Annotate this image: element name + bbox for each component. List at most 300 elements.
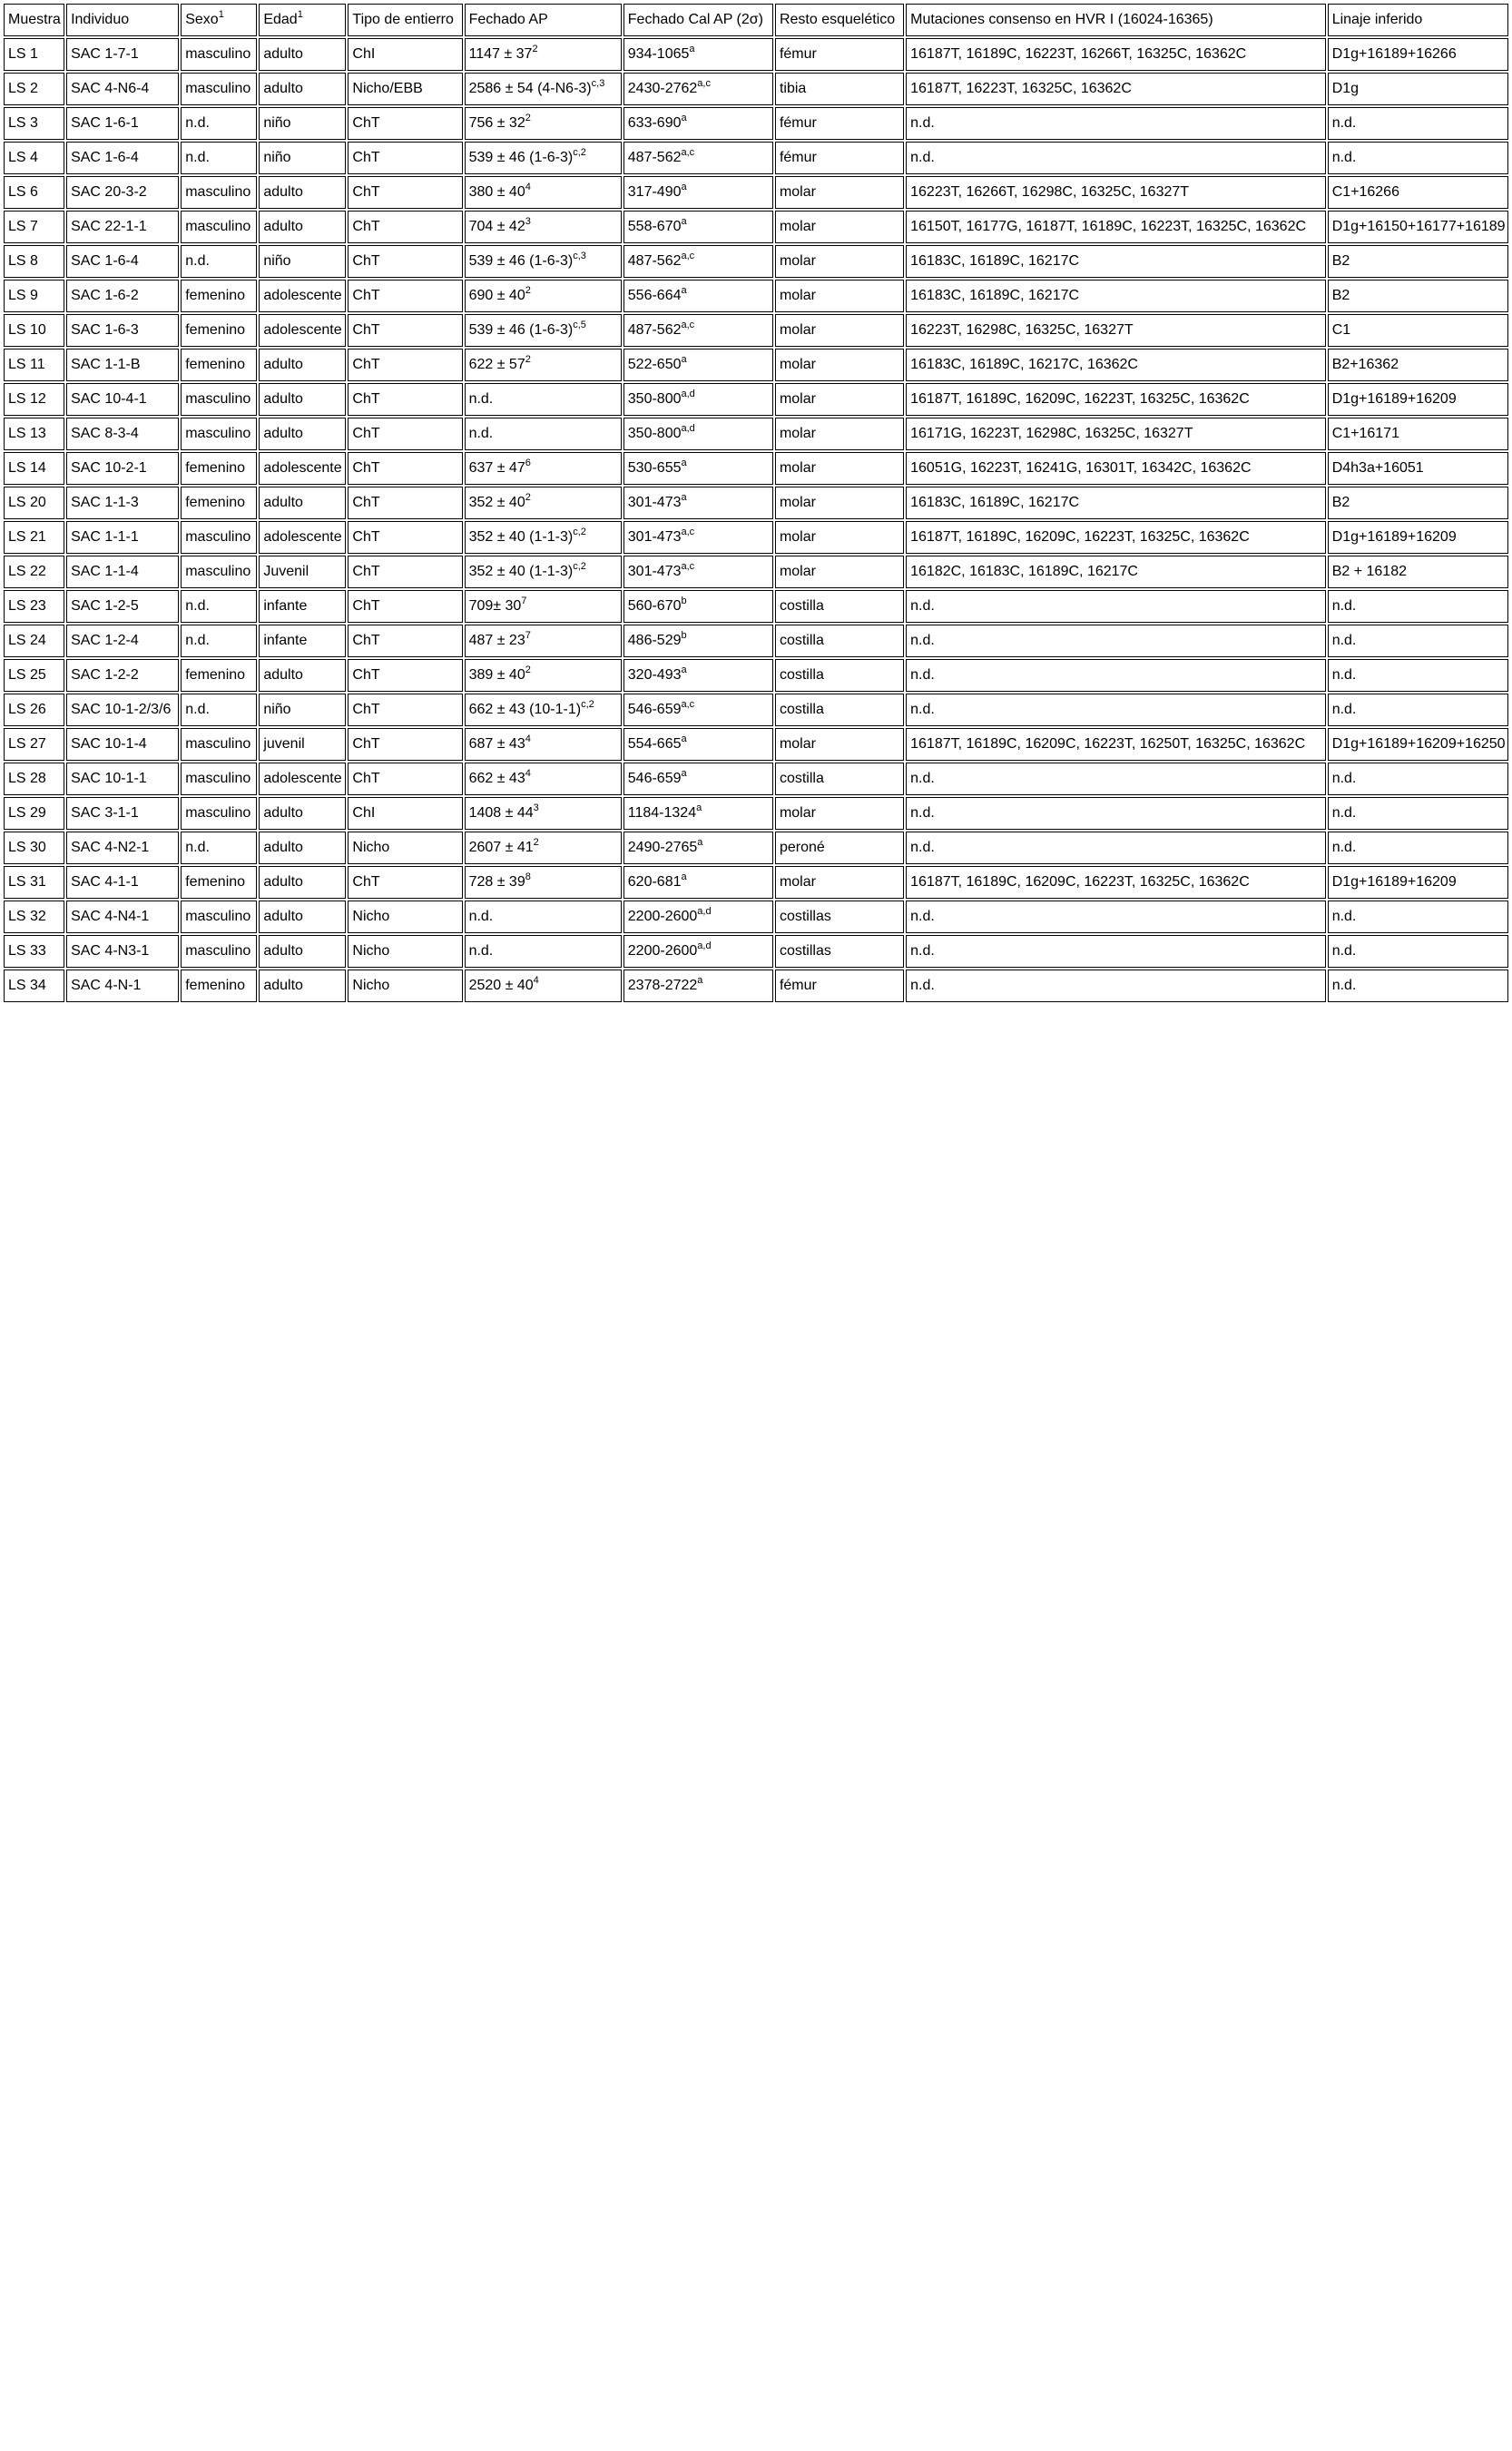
- cell-edad-text: adolescente: [263, 460, 342, 476]
- cell-fechado-ap-text: 690 ± 40: [468, 288, 525, 303]
- cell-fechado-ap-text: 662 ± 43 (10-1-1): [468, 702, 582, 717]
- cell-individuo: [66, 556, 179, 588]
- cell-resto: [775, 211, 904, 243]
- cell-fechado-cal-superscript: a,c: [681, 147, 695, 158]
- cell-sexo: [181, 556, 257, 588]
- cell-individuo: [66, 797, 179, 830]
- cell-edad-text: adulto: [263, 184, 303, 200]
- cell-tipo-entierro: [348, 763, 462, 795]
- cell-linaje: [1328, 245, 1508, 278]
- cell-fechado-ap-text: n.d.: [468, 943, 494, 959]
- cell-fechado-cal: [623, 383, 773, 416]
- cell-individuo-text: SAC 4-N4-1: [71, 909, 150, 924]
- cell-fechado-ap-text: 622 ± 57: [468, 357, 525, 372]
- cell-fechado-ap-text: 380 ± 40: [468, 184, 525, 200]
- cell-fechado-cal: [623, 625, 773, 657]
- table-row: [4, 521, 1508, 554]
- cell-muestra: [4, 349, 64, 381]
- cell-tipo-entierro-text: ChT: [352, 150, 380, 165]
- cell-fechado-ap: [465, 280, 622, 312]
- cell-individuo-text: SAC 1-1-B: [71, 357, 141, 372]
- cell-resto-text: molar: [779, 219, 816, 234]
- cell-fechado-cal: [623, 659, 773, 692]
- cell-tipo-entierro-text: ChT: [352, 598, 380, 614]
- cell-linaje-text: B2+16362: [1331, 357, 1399, 372]
- cell-linaje: [1328, 38, 1508, 71]
- cell-fechado-cal-text: 487-562: [627, 322, 682, 338]
- cell-muestra-text: LS 30: [8, 840, 46, 855]
- cell-tipo-entierro: [348, 625, 462, 657]
- cell-linaje: [1328, 728, 1508, 761]
- cell-mutaciones: [906, 176, 1326, 209]
- header-resto-text: Resto esquelético: [779, 12, 896, 27]
- cell-muestra-text: LS 21: [8, 529, 46, 545]
- cell-muestra-text: LS 11: [8, 357, 45, 372]
- cell-fechado-cal-superscript: a: [681, 871, 687, 882]
- cell-tipo-entierro-text: ChT: [352, 564, 380, 579]
- cell-edad-text: juvenil: [263, 736, 305, 752]
- cell-edad: [259, 349, 346, 381]
- cell-mutaciones-text: 16051G, 16223T, 16241G, 16301T, 16342C, 16362C: [910, 460, 1252, 476]
- cell-mutaciones-text: 16183C, 16189C, 16217C, 16362C: [910, 357, 1138, 372]
- cell-resto-text: molar: [779, 253, 816, 269]
- cell-linaje: [1328, 590, 1508, 623]
- cell-resto-text: molar: [779, 495, 816, 510]
- cell-tipo-entierro-text: ChT: [352, 357, 380, 372]
- cell-sexo-text: masculino: [185, 771, 251, 786]
- cell-linaje-text: n.d.: [1331, 909, 1357, 924]
- cell-edad-text: adulto: [263, 874, 303, 890]
- cell-fechado-cal: [623, 487, 773, 519]
- cell-fechado-ap-superscript: c,2: [573, 527, 586, 537]
- cell-resto: [775, 935, 904, 968]
- cell-edad-text: infante: [263, 633, 308, 648]
- table-row: [4, 970, 1508, 1002]
- cell-linaje-text: D1g+16150+16177+16189: [1331, 219, 1506, 234]
- table-row: [4, 73, 1508, 105]
- cell-linaje: [1328, 487, 1508, 519]
- cell-fechado-ap-superscript: c,5: [573, 320, 586, 330]
- cell-linaje: [1328, 349, 1508, 381]
- cell-sexo-text: n.d.: [185, 115, 210, 131]
- cell-fechado-ap: [465, 314, 622, 347]
- cell-individuo: [66, 142, 179, 174]
- cell-fechado-cal-text: 2430-2762: [627, 81, 698, 96]
- cell-mutaciones: [906, 38, 1326, 71]
- cell-linaje: [1328, 280, 1508, 312]
- cell-fechado-ap-superscript: 2: [525, 354, 531, 365]
- cell-linaje-text: n.d.: [1331, 771, 1357, 786]
- cell-muestra: [4, 866, 64, 899]
- cell-tipo-entierro-text: ChI: [352, 46, 376, 62]
- cell-resto-text: costilla: [779, 598, 824, 614]
- cell-resto: [775, 728, 904, 761]
- cell-individuo-text: SAC 10-1-4: [71, 736, 147, 752]
- cell-muestra-text: LS 34: [8, 978, 46, 993]
- cell-sexo-text: n.d.: [185, 633, 210, 648]
- cell-mutaciones: [906, 590, 1326, 623]
- cell-edad-text: adulto: [263, 840, 303, 855]
- cell-sexo-text: femenino: [185, 874, 246, 890]
- cell-fechado-cal: [623, 935, 773, 968]
- cell-individuo-text: SAC 1-6-4: [71, 253, 139, 269]
- cell-fechado-ap-text: 2607 ± 41: [468, 840, 534, 855]
- cell-individuo: [66, 38, 179, 71]
- cell-tipo-entierro: [348, 521, 462, 554]
- cell-muestra: [4, 625, 64, 657]
- cell-muestra: [4, 590, 64, 623]
- cell-muestra: [4, 728, 64, 761]
- cell-individuo-text: SAC 10-2-1: [71, 460, 147, 476]
- cell-linaje-text: C1+16171: [1331, 426, 1399, 441]
- header-sexo-text: Sexo: [185, 12, 219, 27]
- cell-tipo-entierro-text: ChT: [352, 702, 380, 717]
- cell-tipo-entierro: [348, 142, 462, 174]
- cell-fechado-ap-superscript: 2: [525, 492, 531, 503]
- cell-resto: [775, 866, 904, 899]
- cell-tipo-entierro: [348, 211, 462, 243]
- cell-muestra-text: LS 6: [8, 184, 38, 200]
- cell-resto-text: costilla: [779, 633, 824, 648]
- cell-resto-text: molar: [779, 357, 816, 372]
- cell-fechado-ap: [465, 590, 622, 623]
- cell-fechado-ap: [465, 901, 622, 933]
- cell-muestra-text: LS 14: [8, 460, 46, 476]
- cell-fechado-cal-superscript: a: [681, 458, 687, 468]
- cell-fechado-cal-text: 301-473: [627, 564, 682, 579]
- cell-edad: [259, 763, 346, 795]
- cell-fechado-cal-superscript: a: [681, 664, 687, 675]
- cell-fechado-ap-superscript: 2: [532, 44, 538, 54]
- cell-fechado-cal: [623, 38, 773, 71]
- cell-muestra: [4, 487, 64, 519]
- cell-individuo: [66, 728, 179, 761]
- cell-fechado-ap-superscript: 2: [525, 285, 531, 296]
- cell-fechado-cal-superscript: a,c: [681, 699, 695, 710]
- header-cal-text: Fechado Cal AP (2σ): [627, 12, 763, 27]
- cell-muestra-text: LS 31: [8, 874, 46, 890]
- cell-fechado-ap-text: 728 ± 39: [468, 874, 525, 890]
- header-mutaciones-text: Mutaciones consenso en HVR I (16024-16365): [910, 12, 1213, 27]
- cell-individuo-text: SAC 1-1-4: [71, 564, 139, 579]
- cell-fechado-ap: [465, 659, 622, 692]
- cell-linaje-text: D1g+16189+16209: [1331, 391, 1457, 407]
- cell-resto: [775, 487, 904, 519]
- cell-edad-text: adulto: [263, 81, 303, 96]
- cell-individuo-text: SAC 1-6-1: [71, 115, 139, 131]
- cell-resto: [775, 694, 904, 726]
- cell-fechado-cal-text: 486-529: [627, 633, 682, 648]
- cell-muestra-text: LS 23: [8, 598, 46, 614]
- table-row: [4, 625, 1508, 657]
- cell-sexo: [181, 935, 257, 968]
- cell-fechado-ap-superscript: 2: [525, 113, 531, 123]
- cell-mutaciones: [906, 383, 1326, 416]
- cell-sexo: [181, 211, 257, 243]
- cell-muestra: [4, 38, 64, 71]
- cell-mutaciones: [906, 797, 1326, 830]
- cell-tipo-entierro: [348, 107, 462, 140]
- cell-fechado-cal: [623, 349, 773, 381]
- cell-individuo-text: SAC 4-N-1: [71, 978, 142, 993]
- cell-fechado-cal-text: 530-655: [627, 460, 682, 476]
- cell-resto: [775, 73, 904, 105]
- cell-resto: [775, 832, 904, 864]
- cell-individuo-text: SAC 22-1-1: [71, 219, 147, 234]
- cell-resto: [775, 556, 904, 588]
- cell-individuo-text: SAC 1-6-4: [71, 150, 139, 165]
- cell-fechado-cal-text: 2200-2600: [627, 909, 698, 924]
- cell-individuo-text: SAC 1-1-1: [71, 529, 139, 545]
- cell-mutaciones-text: 16223T, 16298C, 16325C, 16327T: [910, 322, 1134, 338]
- cell-individuo-text: SAC 3-1-1: [71, 805, 139, 821]
- cell-tipo-entierro-text: ChT: [352, 391, 380, 407]
- cell-linaje: [1328, 694, 1508, 726]
- cell-resto: [775, 314, 904, 347]
- cell-linaje: [1328, 142, 1508, 174]
- cell-edad: [259, 901, 346, 933]
- header-tipo: [348, 4, 462, 36]
- cell-fechado-ap-text: 662 ± 43: [468, 771, 525, 786]
- cell-fechado-ap-text: 756 ± 32: [468, 115, 525, 131]
- cell-sexo-text: n.d.: [185, 150, 210, 165]
- cell-individuo: [66, 349, 179, 381]
- cell-fechado-cal-text: 620-681: [627, 874, 682, 890]
- cell-linaje: [1328, 625, 1508, 657]
- cell-fechado-cal-superscript: a: [681, 216, 687, 227]
- cell-fechado-ap-text: 539 ± 46 (1-6-3): [468, 253, 574, 269]
- cell-mutaciones-text: 16223T, 16266T, 16298C, 16325C, 16327T: [910, 184, 1190, 200]
- cell-fechado-ap-text: 1147 ± 37: [468, 46, 533, 62]
- cell-mutaciones-text: 16187T, 16189C, 16223T, 16266T, 16325C, 16362C: [910, 46, 1247, 62]
- cell-fechado-ap-superscript: 2: [525, 664, 531, 675]
- cell-muestra: [4, 452, 64, 485]
- cell-resto-text: fémur: [779, 150, 817, 165]
- cell-fechado-ap-text: n.d.: [468, 426, 494, 441]
- cell-fechado-ap: [465, 935, 622, 968]
- cell-individuo: [66, 487, 179, 519]
- cell-mutaciones: [906, 935, 1326, 968]
- cell-tipo-entierro-text: ChT: [352, 184, 380, 200]
- cell-linaje: [1328, 832, 1508, 864]
- cell-resto-text: costilla: [779, 771, 824, 786]
- cell-resto: [775, 383, 904, 416]
- cell-sexo-text: masculino: [185, 909, 251, 924]
- cell-mutaciones-text: n.d.: [910, 771, 935, 786]
- cell-tipo-entierro: [348, 694, 462, 726]
- cell-linaje-text: D4h3a+16051: [1331, 460, 1424, 476]
- cell-fechado-ap-text: 539 ± 46 (1-6-3): [468, 322, 574, 338]
- cell-linaje: [1328, 176, 1508, 209]
- cell-individuo-text: SAC 4-N6-4: [71, 81, 150, 96]
- cell-fechado-ap-superscript: 7: [521, 596, 527, 606]
- cell-fechado-cal-text: 633-690: [627, 115, 682, 131]
- cell-mutaciones: [906, 694, 1326, 726]
- cell-sexo: [181, 728, 257, 761]
- cell-individuo: [66, 521, 179, 554]
- cell-fechado-ap: [465, 142, 622, 174]
- cell-individuo: [66, 314, 179, 347]
- cell-fechado-ap-text: 389 ± 40: [468, 667, 525, 683]
- cell-mutaciones-text: n.d.: [910, 598, 935, 614]
- cell-linaje-text: n.d.: [1331, 150, 1357, 165]
- cell-linaje: [1328, 418, 1508, 450]
- cell-mutaciones-text: n.d.: [910, 667, 935, 683]
- cell-sexo-text: masculino: [185, 529, 251, 545]
- cell-tipo-entierro: [348, 970, 462, 1002]
- cell-muestra-text: LS 7: [8, 219, 38, 234]
- cell-fechado-cal: [623, 970, 773, 1002]
- table-row: [4, 349, 1508, 381]
- cell-fechado-ap: [465, 556, 622, 588]
- cell-sexo: [181, 452, 257, 485]
- header-cal: [623, 4, 773, 36]
- cell-mutaciones-text: 16150T, 16177G, 16187T, 16189C, 16223T, 16325C, 16362C: [910, 219, 1307, 234]
- cell-fechado-cal-text: 350-800: [627, 391, 682, 407]
- cell-individuo-text: SAC 20-3-2: [71, 184, 147, 200]
- table-row: [4, 590, 1508, 623]
- cell-muestra: [4, 280, 64, 312]
- cell-mutaciones-text: 16187T, 16189C, 16209C, 16223T, 16325C, 16362C: [910, 529, 1250, 545]
- cell-muestra: [4, 245, 64, 278]
- cell-fechado-cal-text: 546-659: [627, 702, 682, 717]
- cell-linaje-text: D1g: [1331, 81, 1360, 96]
- cell-sexo-text: masculino: [185, 391, 251, 407]
- cell-linaje-text: n.d.: [1331, 667, 1357, 683]
- cell-resto-text: fémur: [779, 978, 817, 993]
- cell-muestra: [4, 383, 64, 416]
- cell-muestra-text: LS 2: [8, 81, 38, 96]
- cell-linaje-text: n.d.: [1331, 598, 1357, 614]
- cell-fechado-ap-text: 709± 30: [468, 598, 522, 614]
- table-row: [4, 901, 1508, 933]
- cell-mutaciones-text: 16183C, 16189C, 16217C: [910, 495, 1080, 510]
- cell-fechado-cal-text: 487-562: [627, 253, 682, 269]
- cell-individuo: [66, 866, 179, 899]
- cell-fechado-ap: [465, 970, 622, 1002]
- cell-mutaciones: [906, 521, 1326, 554]
- cell-edad: [259, 694, 346, 726]
- header-individuo-text: Individuo: [71, 12, 130, 27]
- cell-muestra: [4, 763, 64, 795]
- cell-sexo: [181, 107, 257, 140]
- cell-edad: [259, 107, 346, 140]
- cell-resto-text: costilla: [779, 667, 824, 683]
- cell-resto-text: molar: [779, 564, 816, 579]
- cell-muestra: [4, 556, 64, 588]
- cell-linaje: [1328, 935, 1508, 968]
- cell-mutaciones: [906, 349, 1326, 381]
- cell-edad-text: niño: [263, 150, 291, 165]
- cell-sexo: [181, 73, 257, 105]
- cell-tipo-entierro-text: ChT: [352, 460, 380, 476]
- cell-edad: [259, 521, 346, 554]
- cell-fechado-ap-text: 2520 ± 40: [468, 978, 534, 993]
- table-row: [4, 280, 1508, 312]
- cell-sexo: [181, 314, 257, 347]
- cell-fechado-ap: [465, 418, 622, 450]
- header-sexo-superscript: 1: [218, 9, 224, 20]
- cell-mutaciones: [906, 763, 1326, 795]
- cell-sexo-text: masculino: [185, 736, 251, 752]
- cell-tipo-entierro: [348, 38, 462, 71]
- cell-mutaciones-text: 16187T, 16189C, 16209C, 16223T, 16325C, 16362C: [910, 391, 1250, 407]
- cell-muestra-text: LS 8: [8, 253, 38, 269]
- header-mutaciones: [906, 4, 1326, 36]
- cell-tipo-entierro: [348, 901, 462, 933]
- cell-resto: [775, 590, 904, 623]
- cell-edad-text: adulto: [263, 909, 303, 924]
- cell-mutaciones: [906, 970, 1326, 1002]
- cell-fechado-ap: [465, 73, 622, 105]
- cell-individuo: [66, 590, 179, 623]
- cell-edad: [259, 314, 346, 347]
- cell-fechado-ap-superscript: 7: [525, 630, 531, 641]
- cell-tipo-entierro-text: ChT: [352, 115, 380, 131]
- cell-fechado-ap-superscript: c,3: [573, 251, 586, 261]
- header-muestra: [4, 4, 64, 36]
- table-row: [4, 418, 1508, 450]
- cell-tipo-entierro-text: Nicho: [352, 943, 390, 959]
- cell-fechado-ap: [465, 728, 622, 761]
- cell-tipo-entierro-text: ChT: [352, 495, 380, 510]
- cell-linaje: [1328, 970, 1508, 1002]
- cell-individuo: [66, 176, 179, 209]
- cell-tipo-entierro: [348, 556, 462, 588]
- cell-individuo-text: SAC 1-1-3: [71, 495, 139, 510]
- cell-fechado-ap-text: 704 ± 42: [468, 219, 525, 234]
- header-tipo-text: Tipo de entierro: [352, 12, 454, 27]
- cell-resto-text: tibia: [779, 81, 807, 96]
- cell-sexo: [181, 142, 257, 174]
- cell-sexo: [181, 970, 257, 1002]
- cell-resto-text: molar: [779, 874, 816, 890]
- cell-sexo: [181, 487, 257, 519]
- cell-resto-text: peroné: [779, 840, 825, 855]
- header-muestra-text: Muestra: [8, 12, 61, 27]
- cell-fechado-cal-superscript: a: [689, 44, 695, 54]
- cell-linaje: [1328, 659, 1508, 692]
- cell-resto: [775, 521, 904, 554]
- header-edad-text: Edad: [263, 12, 298, 27]
- cell-individuo-text: SAC 1-6-3: [71, 322, 139, 338]
- cell-mutaciones-text: 16183C, 16189C, 16217C: [910, 288, 1080, 303]
- cell-muestra: [4, 176, 64, 209]
- cell-individuo-text: SAC 1-2-5: [71, 598, 139, 614]
- table-row: [4, 797, 1508, 830]
- cell-edad: [259, 590, 346, 623]
- cell-sexo: [181, 901, 257, 933]
- cell-linaje-text: n.d.: [1331, 805, 1357, 821]
- cell-tipo-entierro: [348, 349, 462, 381]
- cell-fechado-cal-superscript: a: [681, 285, 687, 296]
- cell-sexo-text: masculino: [185, 943, 251, 959]
- cell-resto: [775, 901, 904, 933]
- cell-resto: [775, 176, 904, 209]
- cell-fechado-ap-text: n.d.: [468, 909, 494, 924]
- cell-muestra: [4, 694, 64, 726]
- cell-individuo-text: SAC 1-6-2: [71, 288, 139, 303]
- cell-tipo-entierro: [348, 314, 462, 347]
- cell-fechado-cal-superscript: a: [681, 354, 687, 365]
- cell-tipo-entierro-text: ChT: [352, 667, 380, 683]
- cell-fechado-cal: [623, 452, 773, 485]
- cell-edad: [259, 935, 346, 968]
- cell-tipo-entierro-text: Nicho: [352, 978, 390, 993]
- cell-edad-text: adulto: [263, 357, 303, 372]
- cell-sexo: [181, 590, 257, 623]
- cell-sexo: [181, 280, 257, 312]
